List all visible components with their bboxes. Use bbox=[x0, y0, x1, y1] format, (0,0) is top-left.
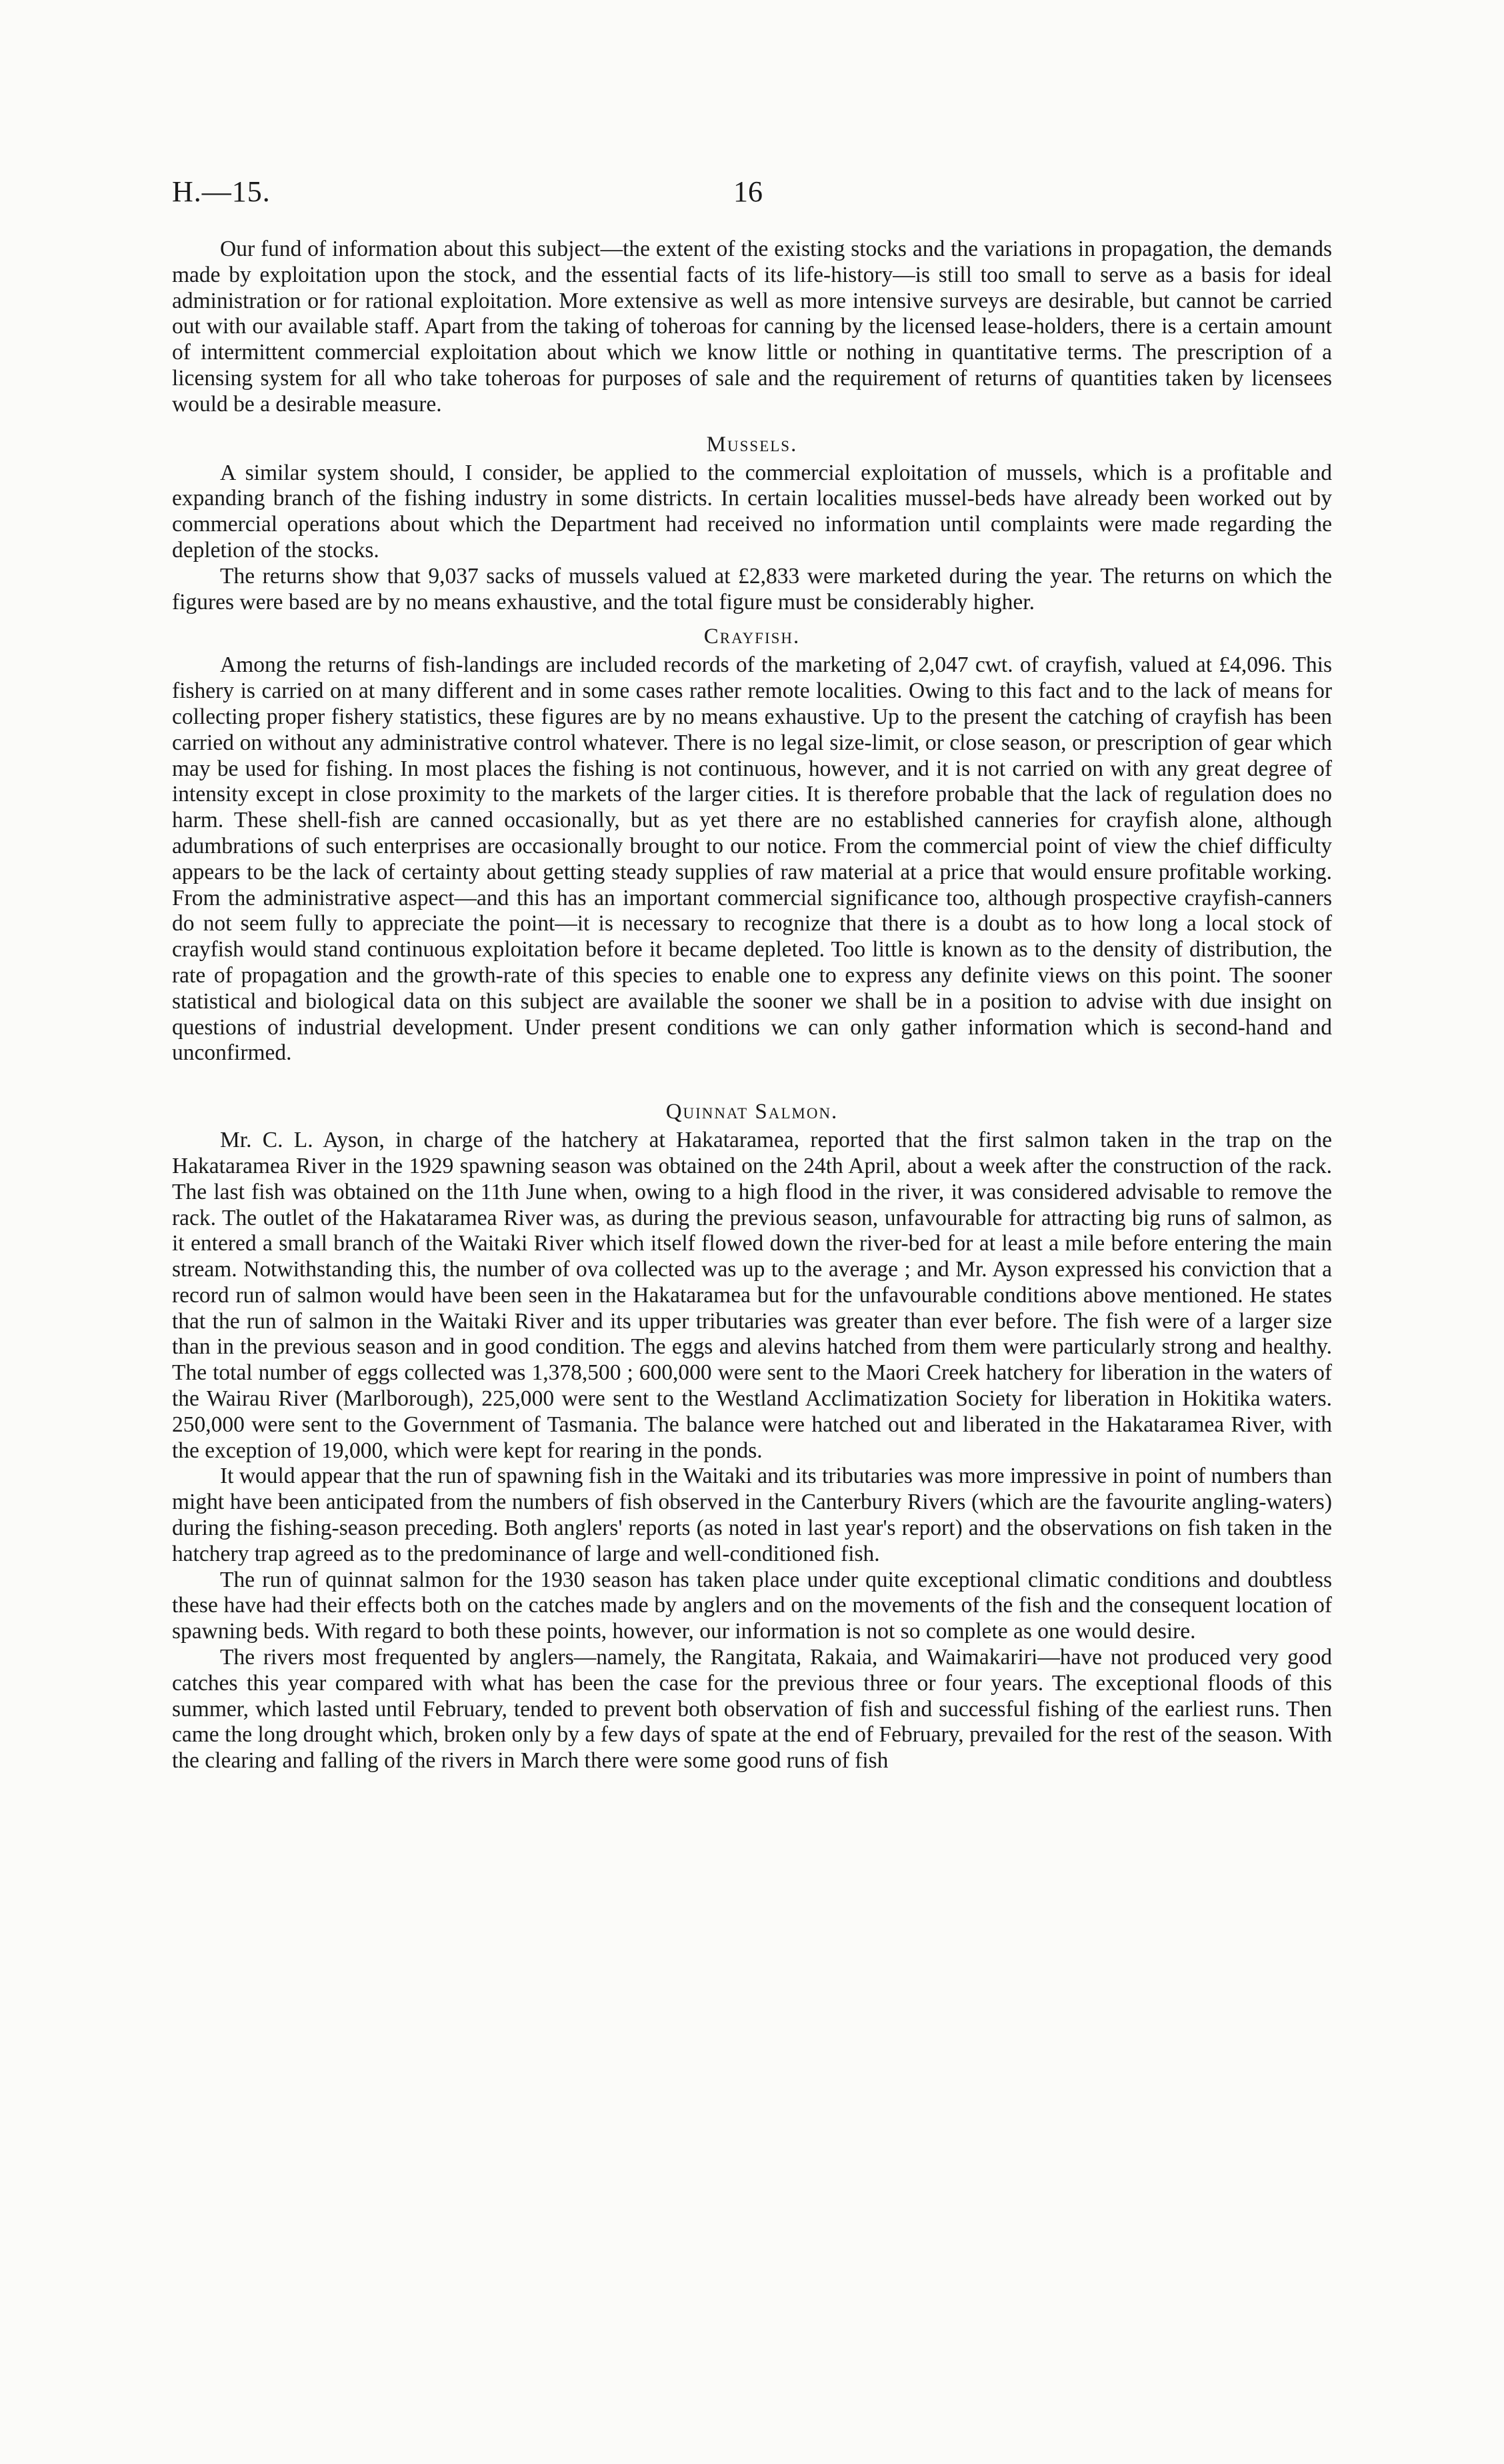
section-heading-quinnat-salmon: Quinnat Salmon. bbox=[665, 1100, 839, 1124]
page-number: 16 bbox=[733, 175, 763, 208]
section-heading-mussels: Mussels. bbox=[706, 432, 798, 457]
paragraph-salmon-spawning-run: It would appear that the run of spawning fish in the Waitaki and its tributaries was more impressive in point of numbers than might have been anticipated from the numbers of fish observed in the Canterbury Rivers (which are the favourite angling-waters) during the fishing-season preceding. Both anglers' reports (as noted in last year's report) and the observations on fish taken in the hatchery trap agreed as to the predominance of large and well-conditioned fish. bbox=[172, 1464, 1332, 1566]
paragraph-crayfish: Among the returns of fish-landings are included records of the marketing of 2,047 cwt. of crayfish, valued at £4,096. This fishery is carried on at many different and in some cases rather remote localities. Owing to this fact and to the lack of means for collecting proper fishery statistics, these figures are by no means exhaustive. Up to the present the catching of crayfish has been carried on without any administrative control whatever. There is no legal size-limit, or close season, or prescription of gear which may be used for fishing. In most places the fishing is not continuous, however, and it is not carried on with any great degree of intensity except in close proximity to the markets of the larger cities. It is therefore probable that the lack of regulation does no harm. These shell-fish are canned occasionally, but as yet there are no established canneries for crayfish alone, although adumbrations of such enterprises are occasionally brought to our notice. From the commercial point of view the chief difficulty appears to be the lack of certainty about getting steady supplies of raw material at a price that would ensure profitable working. From the administrative aspect—and this has an important commercial significance too, although prospective crayfish-canners do not seem fully to appreciate the point—it is necessary to recognize that there is a doubt as to how long a local stock of crayfish would stand continuous exploitation before it became depleted. Too little is known as to the density of distribution, the rate of propagation and the growth-rate of this species to enable one to express any definite views on this point. The sooner statistical and biological data on this subject are available the sooner we shall be in a position to advise with due insight on questions of industrial development. Under present conditions we can only gather information which is second-hand and unconfirmed. bbox=[172, 652, 1332, 1066]
paragraph-mussels-licensing: A similar system should, I consider, be applied to the commercial exploitation of mussels, which is a profitable and expanding branch of the fishing industry in some districts. In certain localities mussel-beds have already been worked out by commercial operations about which the Department had received no information until complaints were made regarding the depletion of the stocks. bbox=[172, 460, 1332, 563]
paragraph-mussels-returns: The returns show that 9,037 sacks of mussels valued at £2,833 were marketed during the year. The returns on which the figures were based are by no means exhaustive, and the total figure must be considerably higher. bbox=[172, 563, 1332, 615]
paragraph-salmon-1930-season: The run of quinnat salmon for the 1930 season has taken place under quite exceptional climatic conditions and doubtless these have had their effects both on the catches made by anglers and on the movements of the fish and the consequent location of spawning beds. With regard to both these points, however, our information is not so complete as one would desire. bbox=[172, 1567, 1332, 1644]
section-heading-crayfish: Crayfish. bbox=[703, 624, 801, 649]
paragraph-toheroa-information: Our fund of information about this subject—the extent of the existing stocks and the variations in propagation, the demands made by exploitation upon the stock, and the essential facts of its life-history—is still too small to serve as a basis for ideal administration or for rational exploitation. More extensive as well as more intensive surveys are desirable, but cannot be carried out with our available staff. Apart from the taking of toheroas for canning by the licensed lease-holders, there is a certain amount of intermittent commercial exploitation about which we know little or nothing in quantitative terms. The prescription of a licensing system for all who take toheroas for purposes of sale and the requirement of returns of quantities taken by licensees would be a desirable measure. bbox=[172, 237, 1332, 417]
paragraph-salmon-rivers-catches: The rivers most frequented by anglers—namely, the Rangitata, Rakaia, and Waimakariri—have not produced very good catches this year compared with what has been the case for the previous three or four years. The exceptional floods of this summer, which lasted until February, tended to prevent both observation of fish and successful fishing of the earliest runs. Then came the long drought which, broken only by a few days of spate at the end of February, prevailed for the rest of the season. With the clearing and falling of the rivers in March there were some good runs of fish bbox=[172, 1645, 1332, 1774]
paragraph-salmon-hatchery-report: Mr. C. L. Ayson, in charge of the hatchery at Hakataramea, reported that the first salmon taken in the trap on the Hakataramea River in the 1929 spawning season was obtained on the 24th April, about a week after the construction of the rack. The last fish was obtained on the 11th June when, owing to a high flood in the river, it was considered advisable to remove the rack. The outlet of the Hakataramea River was, as during the previous season, unfavourable for attracting big runs of salmon, as it entered a small branch of the Waitaki River which itself flowed down the river-bed for at least a mile before entering the main stream. Notwithstanding this, the number of ova collected was up to the average ; and Mr. Ayson expressed his conviction that a record run of salmon would have been seen in the Hakataramea but for the unfavourable conditions above mentioned. He states that the run of salmon in the Waitaki River and its upper tributaries was greater than ever before. The fish were of a larger size than in the previous season and in good condition. The eggs and alevins hatched from them were particularly strong and healthy. The total number of eggs collected was 1,378,500 ; 600,000 were sent to the Maori Creek hatchery for liberation in the waters of the Wairau River (Marlborough), 225,000 were sent to the Westland Acclimatization Society for liberation in Hokitika waters. 250,000 were sent to the Government of Tasmania. The balance were hatched out and liberated in the Hakataramea River, with the exception of 19,000, which were kept for rearing in the ponds. bbox=[172, 1128, 1332, 1463]
body-text bbox=[172, 237, 1332, 1774]
document-reference: H.—15. bbox=[172, 175, 271, 208]
page-header bbox=[172, 175, 1332, 215]
